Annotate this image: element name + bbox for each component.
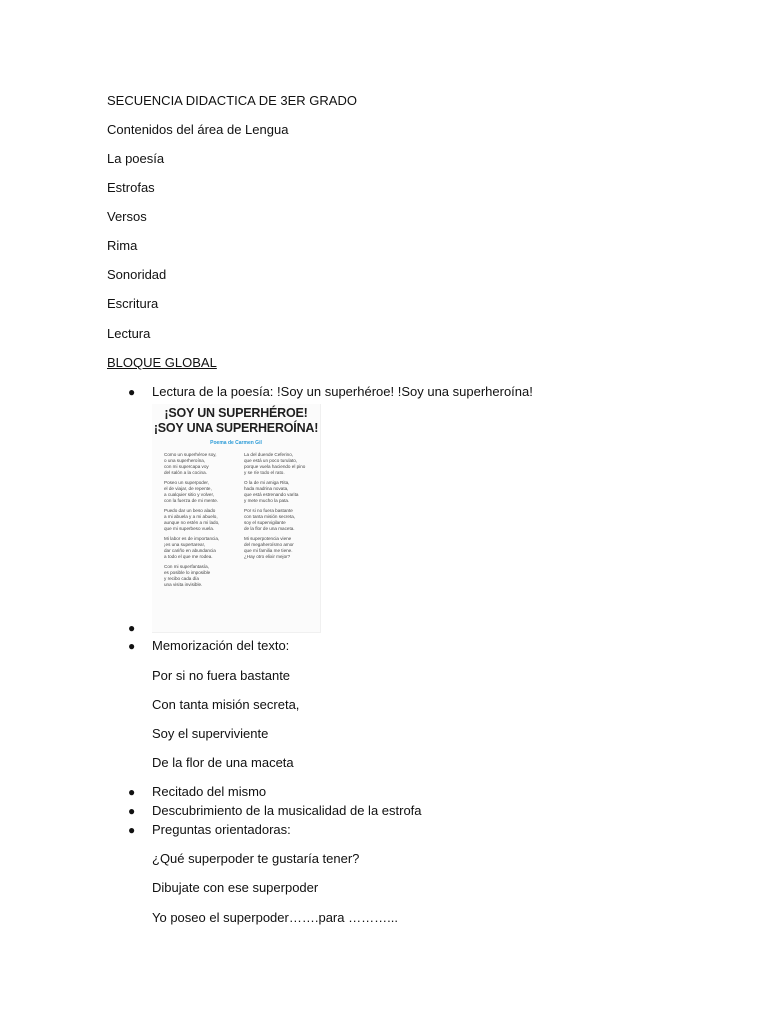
poem-verse: y recibo cada día [164,576,199,581]
bullet-dot: ● [128,639,136,653]
content-item: Escritura [107,296,159,311]
bullet-dot: ● [128,823,136,837]
memorized-line: Soy el superviviente [152,726,269,741]
bullet-reading: Lectura de la poesía: !Soy un superhéroe! !Soy una superheroína! [152,384,533,399]
poem-stanza [164,564,240,588]
question-line: Yo poseo el superpoder…….para ………... [152,910,398,925]
poem-verse: dar cariño en abundancia [164,548,216,553]
poem-verse: de la flor de una maceta. [244,526,295,531]
poem-verse: a todo el que me rodea. [164,554,213,559]
question-line: Dibujate con ese superpoder [152,880,319,895]
poem-verse: del megaheroísmo amor [244,542,294,547]
poem-verse: que mi superbeso vuela. [164,526,215,531]
memorized-line: Con tanta misión secreta, [152,697,300,712]
poem-title-line1: ¡SOY UN SUPERHÉROE! [164,406,308,420]
poem-verse: aunque no estén a mi lado, [164,520,220,525]
document-subtitle: Contenidos del área de Lengua [107,122,289,137]
poem-verse: porque vuela haciendo el pino [244,464,306,469]
content-item: Lectura [107,326,151,341]
poem-column-left [164,452,240,592]
poem-verse: O la de mi amiga Rita, [244,480,290,485]
poem-verse: del salón a la cocina. [164,470,207,475]
content-item: Rima [107,238,138,253]
poem-verse: una visita invisible. [164,582,203,587]
poem-author: Poema de Carmen Gil [210,440,262,446]
poem-verse: y se ríe todo el rato. [244,470,285,475]
poem-verse: Mi labor es de importancia, [164,536,220,541]
block-title: BLOQUE GLOBAL [107,355,217,370]
poem-verse: con tanta misión secreta, [244,514,296,519]
question-line: ¿Qué superpoder te gustaría tener? [152,851,360,866]
poem-verse: hada madrina novata, [244,486,289,491]
bullet-dot: ● [128,804,136,818]
poem-verse: Por si no fuera bastante [244,508,293,513]
poem-verse: que está estrenando varita [244,492,299,497]
poem-verse: a mi abuela y a mi abuelo, [164,514,218,519]
poem-verse: Puedo dar un beso alado [164,508,216,513]
poem-verse: ¡es una supertarea!, [164,542,206,547]
poem-stanza [244,508,320,532]
poem-stanza [164,536,240,560]
document-title: SECUENCIA DIDACTICA DE 3ER GRADO [107,93,357,108]
poem-verse: La del duende Ceferino, [244,452,294,457]
bullet-dot: ● [128,621,136,635]
poem-title-line2: ¡SOY UNA SUPERHEROÍNA! [153,421,319,435]
poem-verse: Poseo un superpoder, [164,480,209,485]
poem-stanza [164,508,240,532]
poem-column-right [244,452,320,564]
poem-verse: Como un superhéroe soy, [164,452,217,457]
poem-verse: ¿Hay otro elixir mejor? [244,554,291,559]
bullet-dot: ● [128,385,136,399]
poem-verse: el de viajar, de repente, [164,486,212,491]
poem-verse: Con mi superfantasía, [164,564,209,569]
poem-stanza [164,480,240,504]
poem-stanza [244,480,320,504]
poem-verse: a cualquier sitio y volver, [164,492,215,497]
poem-verse: y mete mucho la pata. [244,498,290,503]
poem-verse: Mi superpotencia viene [244,536,292,541]
content-item: Versos [107,209,147,224]
poem-verse: es posible lo imposible [164,570,211,575]
bullet-dot: ● [128,785,136,799]
bullet-recital: Recitado del mismo [152,784,267,799]
bullet-questions: Preguntas orientadoras: [152,822,291,837]
poem-verse: soy el supervigilante [244,520,286,525]
content-item: La poesía [107,151,165,166]
memorized-line: De la flor de una maceta [152,755,294,770]
memorized-line: Por si no fuera bastante [152,668,291,683]
poem-verse: que mi familia me tiene. [244,548,293,553]
poem-image [152,404,321,633]
bullet-discovery: Descubrimiento de la musicalidad de la estrofa [152,803,422,818]
poem-stanza [164,452,240,476]
content-item: Sonoridad [107,267,167,282]
poem-stanza [244,536,320,560]
bullet-memorization: Memorización del texto: [152,638,290,653]
poem-verse: o una superheroína, [164,458,206,463]
poem-verse: que está un poco turulato, [244,458,298,463]
poem-verse: con mi supercapa voy [164,464,209,469]
poem-stanza [244,452,320,476]
content-item: Estrofas [107,180,155,195]
poem-verse: con la fuerza de mi mente. [164,498,219,503]
